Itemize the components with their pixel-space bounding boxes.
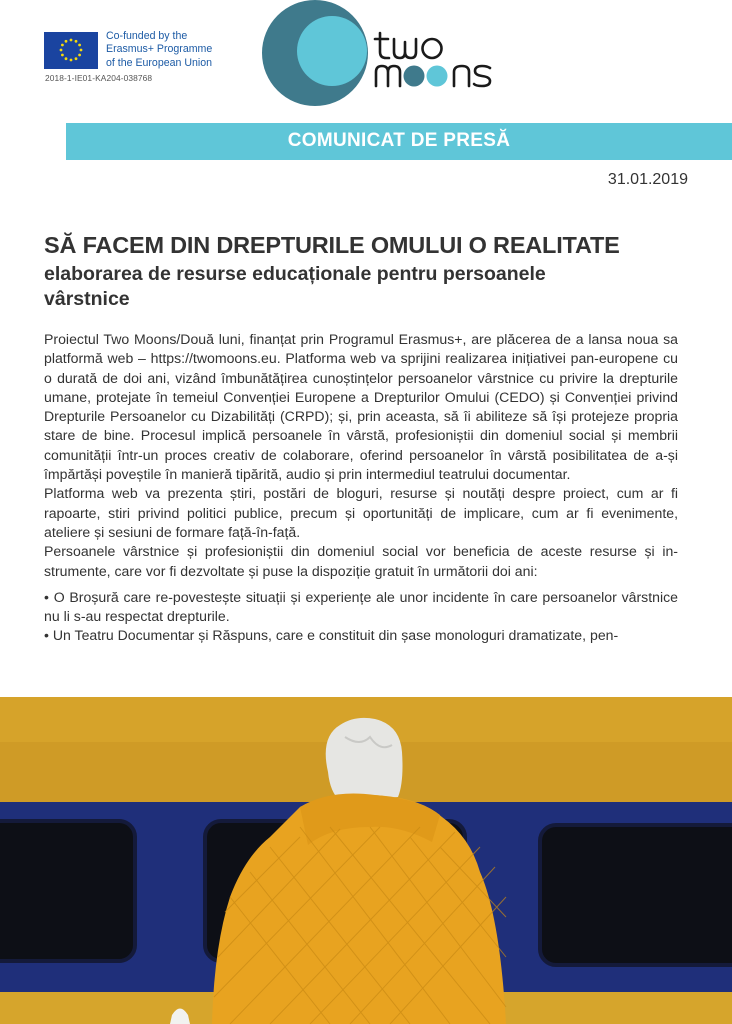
article-body <box>44 330 678 646</box>
two-moons-logo <box>262 0 512 108</box>
banner-title: COMUNICAT DE PRESĂ <box>287 130 511 151</box>
eu-flag-icon <box>44 32 98 69</box>
press-release-banner <box>66 123 732 160</box>
paragraph: Platforma web va prezenta știri, postări de bloguri, resurse și noutăți despre proiect, cum ar fi rapoarte, stiri privind politici publice, precum și oportunități de implicare, cum ar fi evenimente, ateliere și sesiuni de formare față-în-față. <box>44 485 678 540</box>
article-title: SĂ FACEM DIN DREPTURILE OMULUI O REALITATE <box>44 232 620 258</box>
photo-illustration <box>0 697 732 1024</box>
small-moon-icon <box>297 16 367 86</box>
bullet-item: • O Broșură care re-povestește situații și experiențe ale unor incidente în care persoanelor vârstnice nu li s-au respectat drepturile. <box>44 588 678 625</box>
release-date: 31.01.2019 <box>607 171 688 188</box>
eu-funding-text <box>106 30 266 70</box>
eu-funding-line: of the European Union <box>106 56 213 69</box>
hero-photo <box>0 697 732 1024</box>
paragraph: Persoanele vârstnice și profesioniștii din domeniul social vor beneficia de aceste resurse și instrumente, care vor fi dezvoltate și puse la dispoziție gratuit în următorii doi ani: <box>44 543 678 579</box>
logo-wordmark-two <box>375 33 442 58</box>
project-code: 2018-1-IE01-KA204-038768 <box>45 73 153 83</box>
bullet-item: • Un Teatru Documentar și Răspuns, care e constituit din șase monologuri dramatizate, pen- <box>44 627 619 644</box>
eu-funding-line: Co-funded by the <box>106 30 188 42</box>
article-subtitle: elaborarea de resurse educaționale pentru persoanele vârstnice <box>44 263 546 310</box>
eu-funding-line: Erasmus+ Programme <box>106 43 213 56</box>
logo-wordmark-moons <box>376 66 490 87</box>
paragraph: Proiectul Two Moons/Două luni, finanțat prin Programul Erasmus+, are plăcerea de a lansa noua sa platformă web – https://twomoons.eu. Platforma web va sprijini realizarea inițiativei pan-europene cu o durată de doi ani, vizând îmbunătățirea cunoștințelor persoanelor vârstnice cu privire la drepturile umane, protejate în temeiul Convenției Europene a Drepturilor Omului (CEDO) și Convenției privind Drepturile Persoanelor cu Dizabilități (CRPD); și, prin aceasta, să îi abiliteze să își protejeze propria stare de bine. Procesul implică persoanele în vârstă, profesioniștii din domeniul social și membrii comunității într-un proces creativ de colaborare, oferind persoanelor în vârstă posibilitatea de a-și împărtăși poveștile în manieră tipărită, audio și prin intermediul teatrului documentar. <box>44 331 678 483</box>
spacer <box>44 581 678 588</box>
